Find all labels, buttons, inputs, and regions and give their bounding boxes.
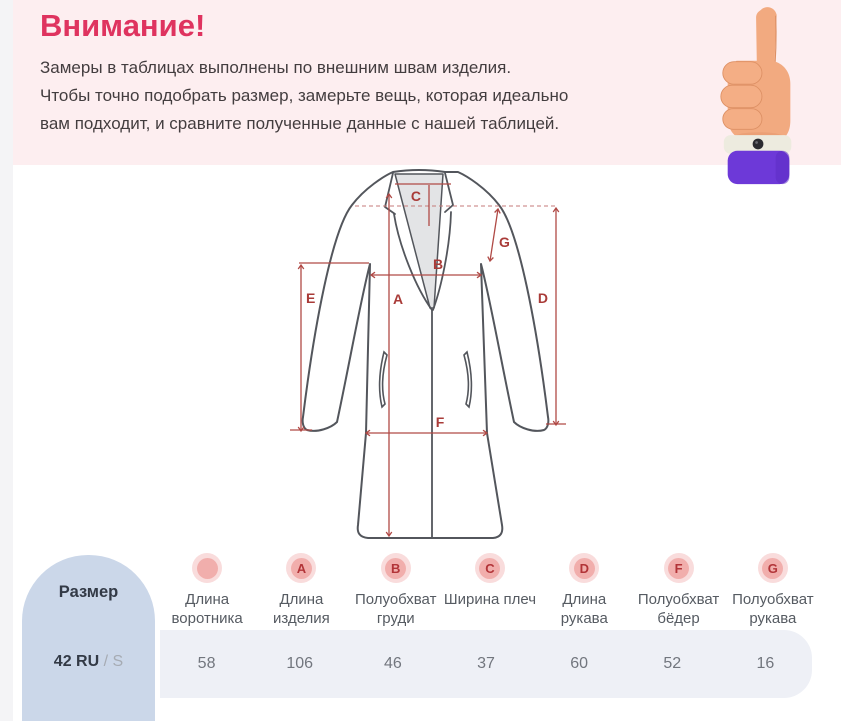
measure-circle-letter: B — [385, 558, 406, 579]
banner-title: Внимание! — [40, 8, 206, 43]
column-header-g — [726, 553, 820, 628]
measure-circle — [664, 553, 694, 583]
pointing-hand-icon — [700, 2, 820, 188]
measure-letter-d: D — [537, 290, 548, 306]
measure-letter-e: E — [306, 290, 316, 306]
column-title: Полуобхват рукава — [732, 591, 814, 627]
column-header-b — [349, 553, 443, 628]
size-intl: S — [112, 653, 124, 670]
column-header-a — [254, 553, 348, 628]
value-cell-f: 52 — [663, 655, 682, 672]
value-cell-g: 16 — [756, 655, 775, 672]
measure-letter-a: A — [393, 291, 404, 307]
value-cell-a: 106 — [286, 655, 314, 672]
banner-text-line-1: Замеры в таблицах выполнены по внешним швам изделия. — [40, 58, 512, 77]
column-title: Длина изделия — [273, 591, 330, 627]
size-row-label — [22, 653, 155, 671]
measure-circle-letter: C — [479, 558, 500, 579]
column-title: Длина рукава — [560, 591, 608, 627]
value-cell-c: 37 — [477, 655, 495, 672]
column-title: Полуобхват бёдер — [637, 591, 720, 627]
measure-letter-c: C — [410, 188, 421, 204]
value-cell-collar: 58 — [197, 655, 216, 672]
measure-circle — [381, 553, 411, 583]
size-column-header: Размер — [58, 583, 119, 601]
measure-circle-letter: G — [762, 558, 783, 579]
column-header-f — [631, 553, 725, 628]
banner-text-line-3: вам подходит, и сравните полученные данные с нашей таблицей. — [40, 114, 560, 133]
measure-circle-letter: F — [668, 558, 689, 579]
coat-measurement-diagram — [288, 168, 580, 548]
measure-circle — [475, 553, 505, 583]
value-cell-b: 46 — [383, 655, 402, 672]
banner-text — [40, 54, 568, 138]
banner-text-line-2: Чтобы точно подобрать размер, замерьте вещь, которая идеально — [40, 86, 569, 105]
size-separator: / — [103, 653, 109, 670]
column-title: Длина воротника — [171, 591, 243, 627]
column-header-d — [537, 553, 631, 628]
column-title: Полуобхват груди — [354, 591, 437, 627]
measure-circle — [569, 553, 599, 583]
measure-column-headers — [160, 553, 820, 628]
measure-circle-letter — [197, 558, 218, 579]
size-column — [22, 555, 155, 721]
size-values-row — [160, 630, 812, 698]
measure-circle — [758, 553, 788, 583]
measure-circle — [286, 553, 316, 583]
left-margin-strip — [0, 0, 13, 721]
coat-svg — [288, 168, 580, 548]
column-header-collar — [160, 553, 254, 628]
measure-circle — [192, 553, 222, 583]
measure-letter-g: G — [499, 234, 510, 250]
measure-letter-f: F — [435, 414, 445, 430]
value-cell-d: 60 — [570, 655, 589, 672]
column-header-c — [443, 553, 537, 628]
measure-circle-letter: D — [574, 558, 595, 579]
measure-letter-b: B — [432, 256, 444, 272]
measure-circle-letter: A — [291, 558, 312, 579]
column-title: Ширина плеч — [443, 591, 537, 608]
size-ru: 42 RU — [53, 653, 100, 670]
